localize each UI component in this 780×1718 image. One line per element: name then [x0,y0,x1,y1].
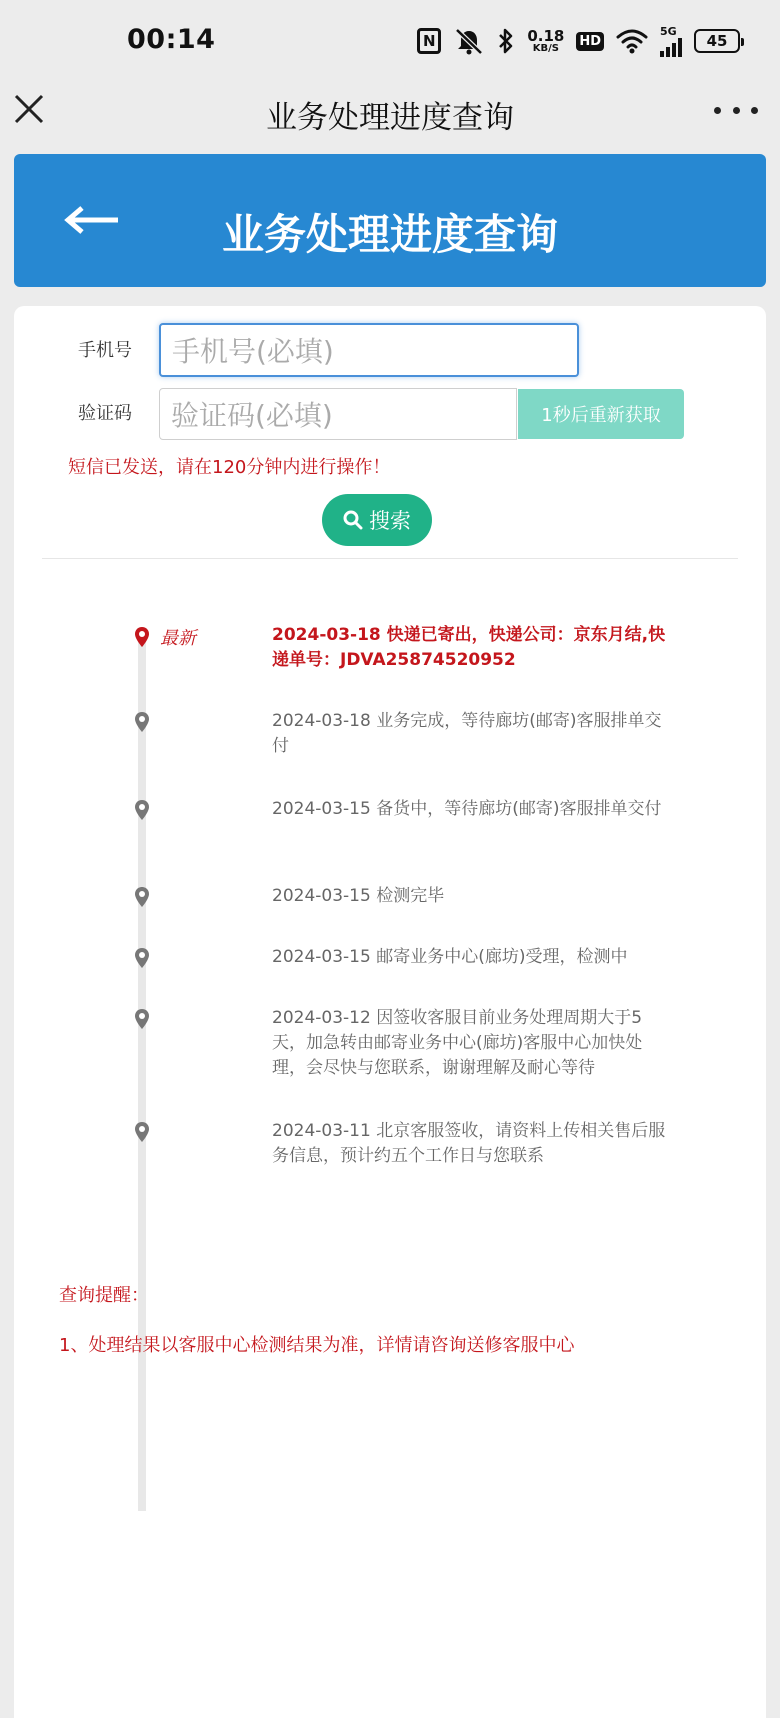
nfc-icon: N [417,28,441,54]
query-card [14,306,766,1718]
signal-bars [660,37,682,57]
code-label: 验证码 [78,403,132,424]
location-pin-icon [134,1121,150,1143]
phone-label: 手机号 [78,340,132,361]
header-banner [14,154,766,287]
timeline-item: 2024-03-15 备货中，等待廊坊(邮寄)客服排单交付 [272,799,662,819]
network-speed [527,26,565,54]
header-title: 业务处理进度查询 [221,210,558,259]
hd-icon: HD [576,32,604,51]
reminder-item: 1、处理结果以客服中心检测结果为准，详情请咨询送修客服中心 [59,1335,575,1356]
more-button[interactable] [714,90,758,130]
bluetooth-icon [497,27,515,55]
timeline-item: 2024-03-15 邮寄业务中心(廊坊)受理，检测中 [272,947,628,967]
location-pin-icon [134,886,150,908]
phone-input[interactable] [159,323,579,377]
timeline-item: 2024-03-18 业务完成，等待廊坊(邮寄)客服排单交付 [272,711,662,756]
status-icons [417,24,740,58]
reminder-title: 查询提醒： [59,1285,149,1306]
battery-icon: 45 [694,29,740,53]
wifi-icon [616,28,648,54]
location-pin-icon [134,947,150,969]
mute-icon [453,27,485,55]
network-speed-unit: KB/S [532,42,559,54]
status-bar [0,0,780,80]
divider [42,558,738,559]
timeline-item-latest: 2024-03-18 快递已寄出，快递公司：京东月结,快递单号：JDVA25874520952 [272,625,666,670]
resend-code-button[interactable]: 1秒后重新获取 [518,389,684,439]
search-label: 搜索 [369,509,411,533]
search-icon [343,510,363,530]
location-pin-icon [134,626,150,648]
code-input[interactable] [159,388,517,440]
code-placeholder: 验证码(必填) [171,399,333,432]
location-pin-icon [134,799,150,821]
network-speed-value: 0.18 [527,26,565,45]
timeline-item: 2024-03-12 因签收客服目前业务处理周期大于5天，加急转由邮寄业务中心(廊坊)客服中心加快处理，会尽快与您联系，谢谢理解及耐心等待 [272,1008,643,1078]
page-title: 业务处理进度查询 [266,100,514,136]
phone-placeholder: 手机号(必填) [172,335,334,368]
search-button[interactable] [322,494,432,546]
title-bar [0,80,780,140]
location-pin-icon [134,1008,150,1030]
timeline-item: 2024-03-15 检测完毕 [272,886,445,906]
more-icon [714,107,758,114]
location-pin-icon [134,711,150,733]
timeline-item: 2024-03-11 北京客服签收，请资料上传相关售后服务信息，预计约五个工作日与您联系 [272,1121,666,1166]
sms-notice: 短信已发送，请在120分钟内进行操作！ [68,457,391,478]
signal-icon [660,26,682,57]
status-time: 00:14 [127,24,216,55]
timeline-line [138,631,146,1511]
latest-tag: 最新 [160,628,196,649]
network-type: 5G [660,24,677,38]
